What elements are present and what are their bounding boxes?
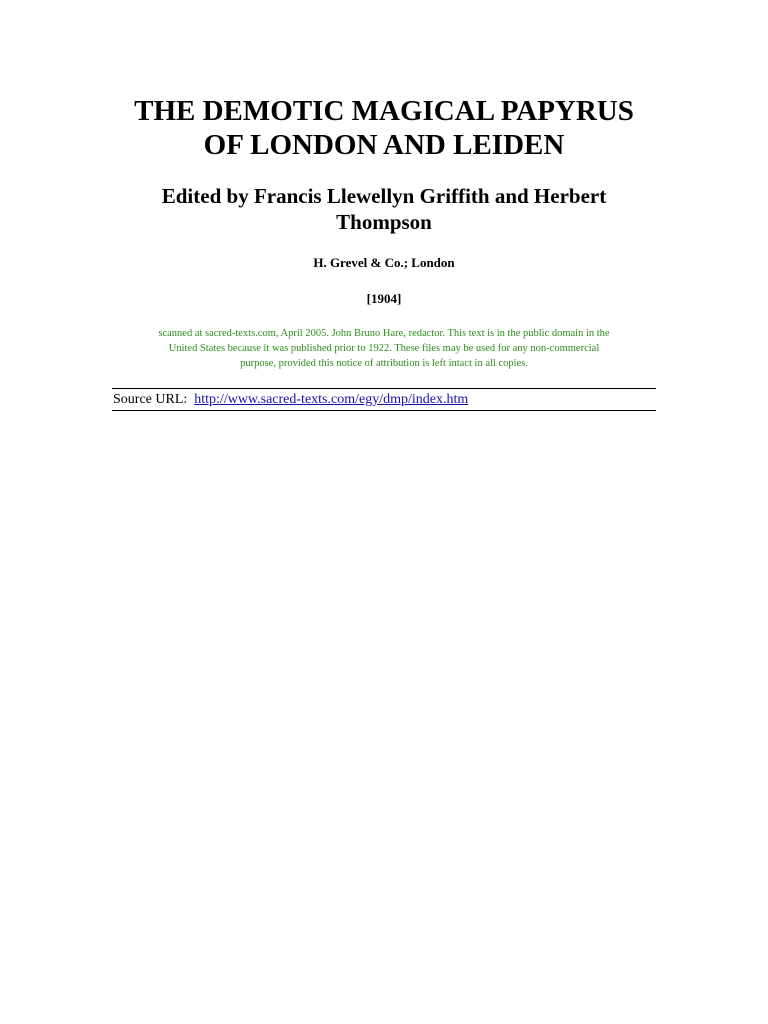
title-line-1: THE DEMOTIC MAGICAL PAPYRUS (134, 95, 634, 127)
publication-year: [1904] (366, 291, 402, 306)
title-line-2: OF LONDON AND LEIDEN (203, 129, 565, 161)
bottom-divider (112, 410, 656, 411)
attribution-notice (112, 326, 656, 371)
source-url-link[interactable]: http://www.sacred-texts.com/egy/dmp/index.htm (194, 392, 469, 407)
top-divider (112, 388, 656, 389)
notice-line-1: scanned at sacred-texts.com, April 2005. John Bruno Hare, redactor. This text is in the public domain in the (158, 328, 610, 339)
editors-subtitle (112, 183, 656, 235)
publisher-line: H. Grevel & Co.; London (313, 255, 455, 270)
subtitle-line-2: Thompson (336, 210, 432, 234)
document-title (112, 94, 656, 162)
source-url-row (113, 391, 468, 409)
source-url-label: Source URL: (113, 392, 191, 407)
notice-line-3: purpose, provided this notice of attribution is left intact in all copies. (240, 358, 528, 369)
subtitle-line-1: Edited by Francis Llewellyn Griffith and Herbert (161, 184, 607, 208)
notice-line-2: United States because it was published prior to 1922. These files may be used for any non-commercial (168, 343, 600, 354)
